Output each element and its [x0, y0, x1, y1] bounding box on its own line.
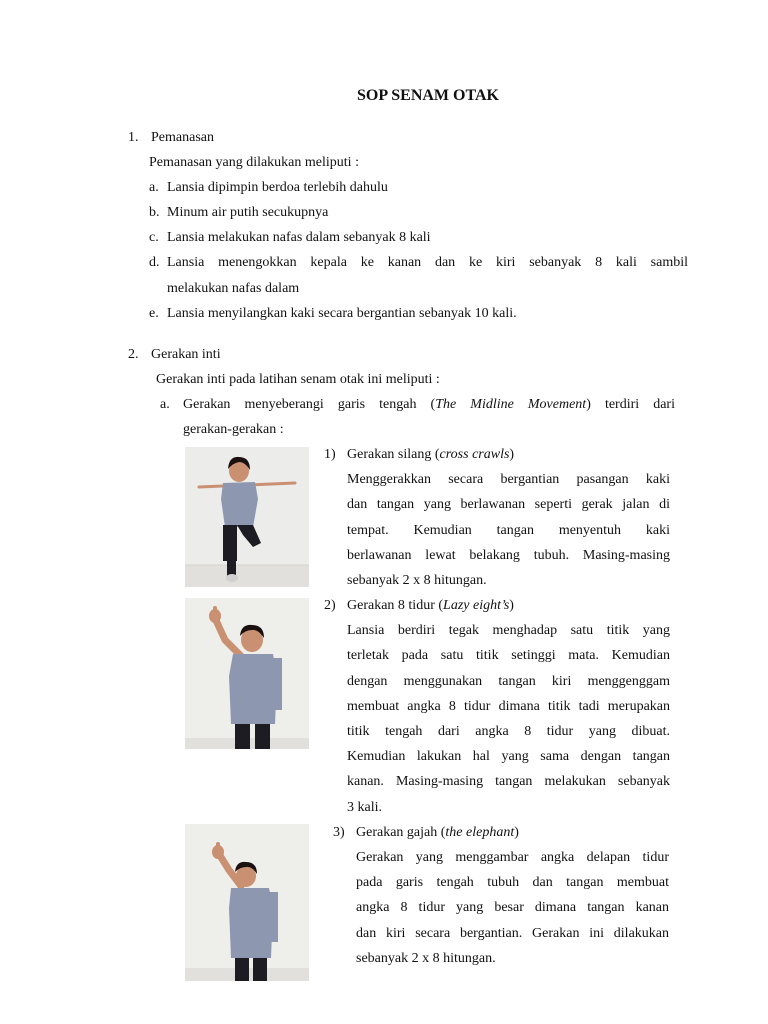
list-item: Lansia melakukan nafas dalam sebanyak 8 kali [167, 230, 431, 245]
movement1-desc-line: sebanyak 2 x 8 hitungan. [347, 573, 487, 588]
movement1-desc-line: dan tangan yang berlawanan seperti gerak jalan di [347, 497, 670, 512]
section2-heading: Gerakan inti [151, 347, 221, 362]
sub-a-letter: a. [160, 397, 170, 412]
movement1-number: 1) [324, 447, 336, 462]
movement2-number: 2) [324, 598, 336, 613]
movement3-desc-line: sebanyak 2 x 8 hitungan. [356, 951, 496, 966]
movement2-desc-line: titik tengah dari angka 8 tidur yang dibuat. [347, 724, 670, 739]
movement3-number: 3) [333, 825, 345, 840]
movement2-desc-line: 3 kali. [347, 800, 382, 815]
movement2-desc-line: dengan menggunakan tangan kiri menggenggam [347, 674, 670, 689]
movement2-desc-line: terletak pada satu titik setinggi mata. Kemudian [347, 648, 670, 663]
movement3-title: Gerakan gajah (the elephant) [356, 825, 519, 840]
list-item: Minum air putih secukupnya [167, 205, 329, 220]
movement2-desc-line: membuat angka 8 tidur dimana titik tadi merupakan [347, 699, 670, 714]
section1-heading: Pemanasan [151, 130, 214, 145]
movement1-desc-line: tempat. Kemudian tangan menyentuh kaki [347, 523, 670, 538]
movement3-desc-line: angka 8 tidur yang besar dimana tangan kanan [356, 900, 669, 915]
movement3-desc-line: pada garis tengah tubuh dan tangan membuat [356, 875, 669, 890]
list-item-letter: e. [149, 306, 159, 321]
person-lazy-eight-photo [185, 598, 309, 749]
section2-number: 2. [128, 347, 139, 362]
list-item-continuation: melakukan nafas dalam [167, 281, 300, 296]
list-item: Lansia menengokkan kepala ke kanan dan ke kiri sebanyak 8 kali sambil [167, 255, 688, 270]
movement1-title: Gerakan silang (cross crawls) [347, 447, 515, 462]
person-cross-crawl-photo [185, 447, 309, 587]
movement2-desc-line: Kemudian lakukan hal yang sama dengan tangan [347, 749, 670, 764]
list-item: Lansia menyilangkan kaki secara bergantian sebanyak 10 kali. [167, 306, 517, 321]
movement2-title: Gerakan 8 tidur (Lazy eight’s) [347, 598, 514, 613]
movement3-desc-line: dan kiri secara bergantian. Gerakan ini dilakukan [356, 926, 669, 941]
movement3-desc-line: Gerakan yang menggambar angka delapan tidur [356, 850, 669, 865]
sub-a-line2: gerakan-gerakan : [183, 422, 284, 437]
list-item: Lansia dipimpin berdoa terlebih dahulu [167, 180, 388, 195]
list-item-letter: c. [149, 230, 159, 245]
movement2-desc-line: Lansia berdiri tegak menghadap satu titik yang [347, 623, 670, 638]
movement1-desc-line: berlawanan lewat belakang tubuh. Masing-masing [347, 548, 670, 563]
section1-number: 1. [128, 130, 139, 145]
movement2-desc-line: kanan. Masing-masing tangan melakukan sebanyak [347, 774, 670, 789]
page-title: SOP SENAM OTAK [357, 87, 499, 104]
sub-a-line1: Gerakan menyeberangi garis tengah (The Midline Movement) terdiri dari [183, 397, 675, 412]
list-item-letter: a. [149, 180, 159, 195]
list-item-letter: d. [149, 255, 160, 270]
person-elephant-photo [185, 824, 309, 981]
list-item-letter: b. [149, 205, 160, 220]
section2-intro: Gerakan inti pada latihan senam otak ini meliputi : [156, 372, 440, 387]
movement1-desc-line: Menggerakkan secara bergantian pasangan kaki [347, 472, 670, 487]
section1-intro: Pemanasan yang dilakukan meliputi : [149, 155, 359, 170]
